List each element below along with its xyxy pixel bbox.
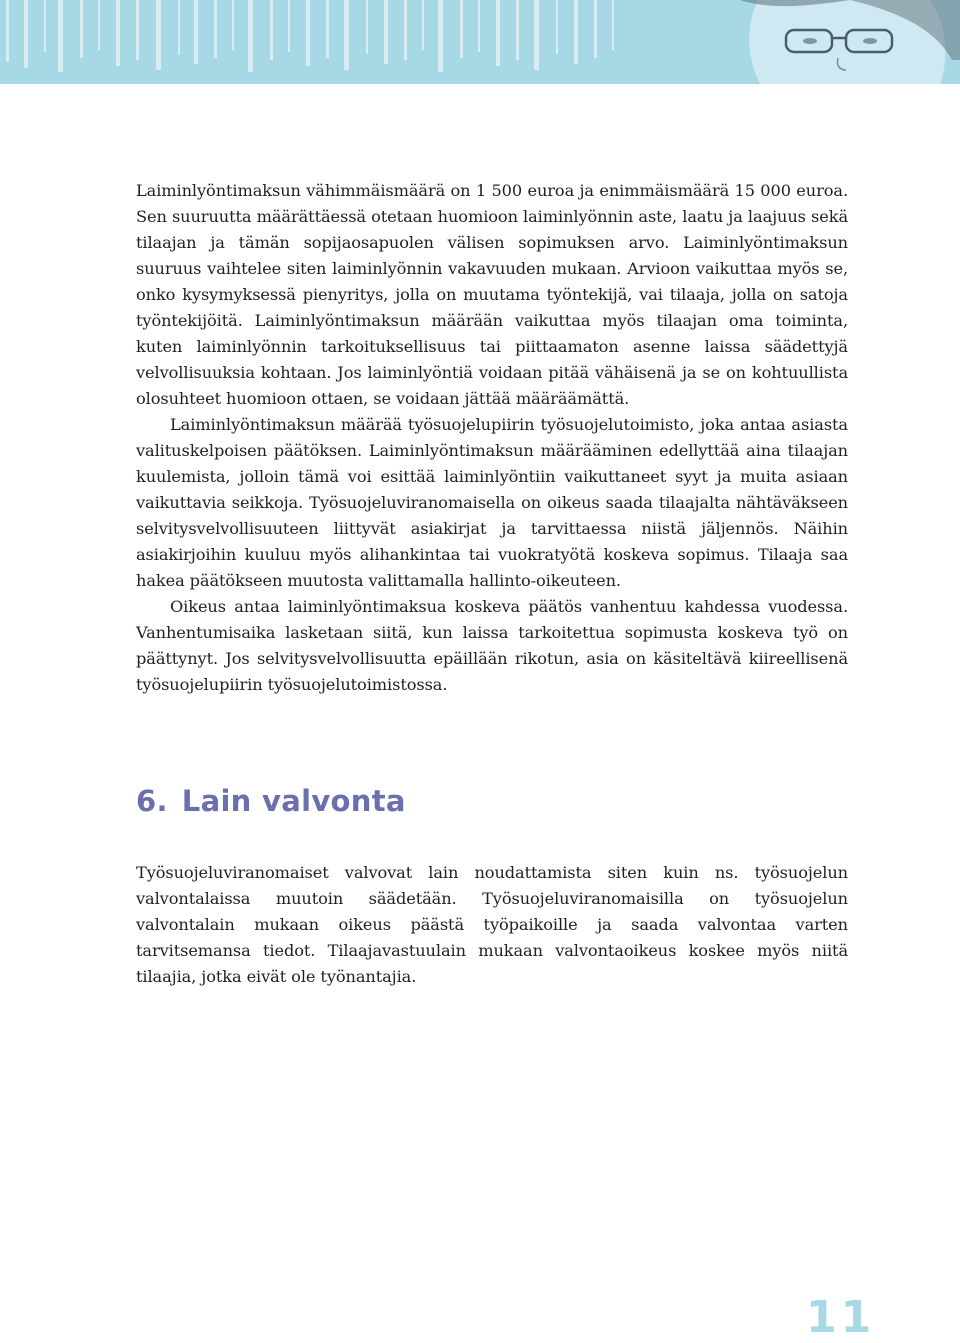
woman-with-glasses-illustration: [700, 0, 960, 84]
section-number: 6.: [136, 784, 168, 818]
paragraph-penalty-decision: Laiminlyöntimaksun määrää työsuojelupiirin työsuojelutoimisto, joka antaa asiasta valituskelpoisen päätöksen. Laiminlyöntimaksun määrääminen edellyttää aina tilaajan kuulemista, jolloin tämä voi esittää laiminlyöntiin vaikuttaneet syyt ja muita asiaan vaikuttavia seikkoja. Työsuojeluviranomaisella on oikeus saada tilaajalta nähtäväkseen selvitysvelvollisuuteen liittyvät asiakirjat ja tarvittaessa niistä jäljennös. Näihin asiakirjoihin kuuluu myös alihankintaa tai vuokratyötä koskeva sopimus. Tilaaja saa hakea päätökseen muutosta valittamalla hallinto-oikeuteen.: [136, 415, 848, 590]
page-number: 11: [806, 1292, 876, 1343]
header-band: [0, 0, 960, 84]
section-heading: [136, 784, 406, 818]
section-title: Lain valvonta: [181, 784, 406, 818]
body-section: [136, 178, 848, 698]
paragraph-penalty-amount: Laiminlyöntimaksun vähimmäismäärä on 1 500 euroa ja enimmäismäärä 15 000 euroa. Sen suuruutta määrättäessä otetaan huomioon laiminlyönnin aste, laatu ja laajuus sekä tilaajan ja tämän sopijaosapuolen välisen sopimuksen arvo. Laiminlyöntimaksun suuruus vaihtelee siten laiminlyönnin vakavuuden mukaan. Arvioon vaikuttaa myös se, onko kysymyksessä pienyritys, jolla on muutama työntekijä, vai tilaaja, jolla on satoja työntekijöitä. Laiminlyöntimaksun määrään vaikuttaa myös tilaajan oma toiminta, kuten laiminlyönnin tarkoituksellisuus tai piittaamaton asenne laissa säädettyjä velvollisuuksia kohtaan. Jos laiminlyöntiä voidaan pitää vähäisenä ja se on kohtuullista olosuhteet huomioon ottaen, se voidaan jättää määräämättä.: [136, 181, 848, 408]
section-body: [136, 860, 848, 990]
paragraph-limitation-period: Oikeus antaa laiminlyöntimaksua koskeva päätös vanhentuu kahdessa vuodessa. Vanhentumisaika lasketaan siitä, kun laissa tarkoitettua sopimusta koskeva työ on päättynyt. Jos selvitysvelvollisuutta epäillään rikotun, asia on käsiteltävä kiireellisenä työsuojelupiirin työsuojelutoimistossa.: [136, 597, 848, 694]
header-stripes: [0, 0, 640, 84]
paragraph-supervision: Työsuojeluviranomaiset valvovat lain noudattamista siten kuin ns. työsuojelun valvontalaissa muutoin säädetään. Työsuojeluviranomaisilla on työsuojelun valvontalain mukaan oikeus päästä työpaikoille ja saada valvontaa varten tarvitsemansa tiedot. Tilaajavastuulain mukaan valvontaoikeus koskee myös niitä tilaajia, jotka eivät ole työnantajia.: [136, 863, 848, 986]
